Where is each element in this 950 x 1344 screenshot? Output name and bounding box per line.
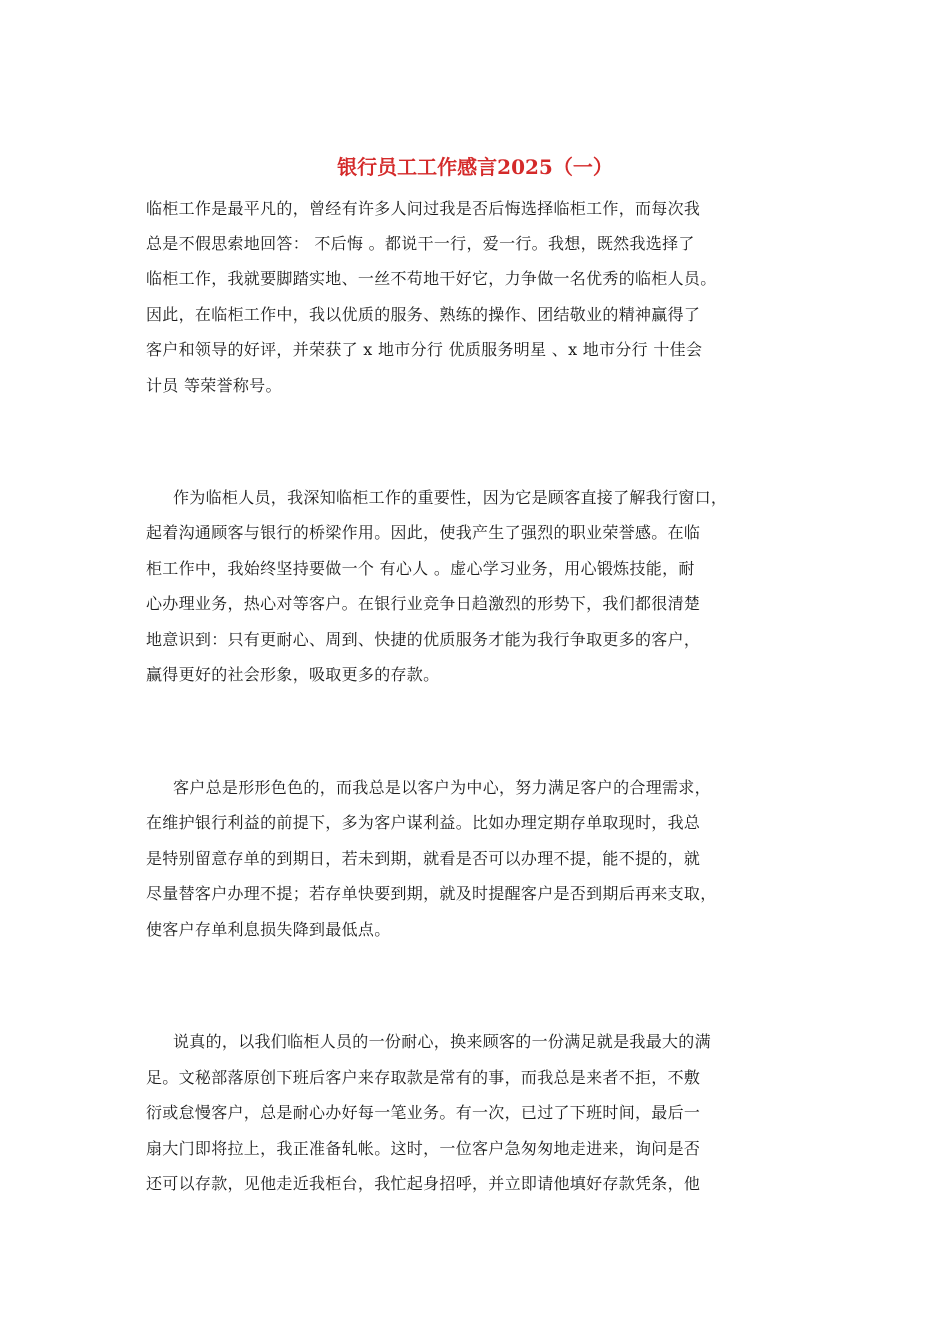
paragraph-2-line-6: 赢得更好的社会形象，吸取更多的存款。 bbox=[146, 665, 440, 684]
paragraph-2-line-3: 柜工作中，我始终坚持要做一个 有心人 。虚心学习业务，用心锻炼技能，耐 bbox=[146, 559, 695, 578]
paragraph-3-line-5: 使客户存单利息损失降到最低点。 bbox=[146, 920, 391, 939]
paragraph-3-line-3: 是特别留意存单的到期日，若未到期，就看是否可以办理不提，能不提的，就 bbox=[146, 849, 701, 868]
paragraph-4-line-4: 扇大门即将拉上，我正准备轧帐。这时，一位客户急匆匆地走进来，询问是否 bbox=[146, 1139, 701, 1158]
paragraph-4-line-2: 足。文秘部落原创下班后客户来存取款是常有的事，而我总是来者不拒，不敷 bbox=[146, 1068, 701, 1087]
paragraph-1-line-1: 临柜工作是最平凡的，曾经有许多人问过我是否后悔选择临柜工作，而每次我 bbox=[146, 199, 701, 218]
paragraph-4-line-1: 说真的，以我们临柜人员的一份耐心，换来顾客的一份满足就是我最大的满 bbox=[173, 1032, 711, 1051]
paragraph-3-line-2: 在维护银行利益的前提下，多为客户谋利益。比如办理定期存单取现时，我总 bbox=[146, 813, 701, 832]
paragraph-3-line-4: 尽量替客户办理不提；若存单快要到期，就及时提醒客户是否到期后再来支取， bbox=[146, 884, 717, 903]
paragraph-1-line-2: 总是不假思索地回答： 不后悔 。都说干一行，爱一行。我想，既然我选择了 bbox=[146, 234, 695, 253]
paragraph-2-line-2: 起着沟通顾客与银行的桥梁作用。因此，使我产生了强烈的职业荣誉感。在临 bbox=[146, 523, 701, 542]
paragraph-1-line-3: 临柜工作，我就要脚踏实地、一丝不苟地干好它，力争做一名优秀的临柜人员。 bbox=[146, 269, 717, 288]
document-title: 银行员工工作感言2025（一） bbox=[337, 155, 613, 179]
paragraph-2-line-4: 心办理业务，热心对等客户。在银行业竞争日趋激烈的形势下，我们都很清楚 bbox=[146, 594, 701, 613]
paragraph-4-line-3: 衍或怠慢客户，总是耐心办好每一笔业务。有一次，已过了下班时间，最后一 bbox=[146, 1103, 701, 1122]
paragraph-1-line-4: 因此，在临柜工作中，我以优质的服务、熟练的操作、团结敬业的精神赢得了 bbox=[146, 305, 701, 324]
paragraph-1-line-6: 计员 等荣誉称号。 bbox=[146, 376, 282, 395]
paragraph-3-line-1: 客户总是形形色色的，而我总是以客户为中心，努力满足客户的合理需求， bbox=[173, 778, 711, 797]
paragraph-2-line-1: 作为临柜人员，我深知临柜工作的重要性，因为它是顾客直接了解我行窗口， bbox=[173, 488, 728, 507]
paragraph-2-line-5: 地意识到：只有更耐心、周到、快捷的优质服务才能为我行争取更多的客户， bbox=[146, 630, 701, 649]
paragraph-1-line-5: 客户和领导的好评，并荣获了 x 地市分行 优质服务明星 、x 地市分行 十佳会 bbox=[146, 340, 703, 359]
paragraph-4-line-5: 还可以存款，见他走近我柜台，我忙起身招呼，并立即请他填好存款凭条，他 bbox=[146, 1174, 701, 1193]
